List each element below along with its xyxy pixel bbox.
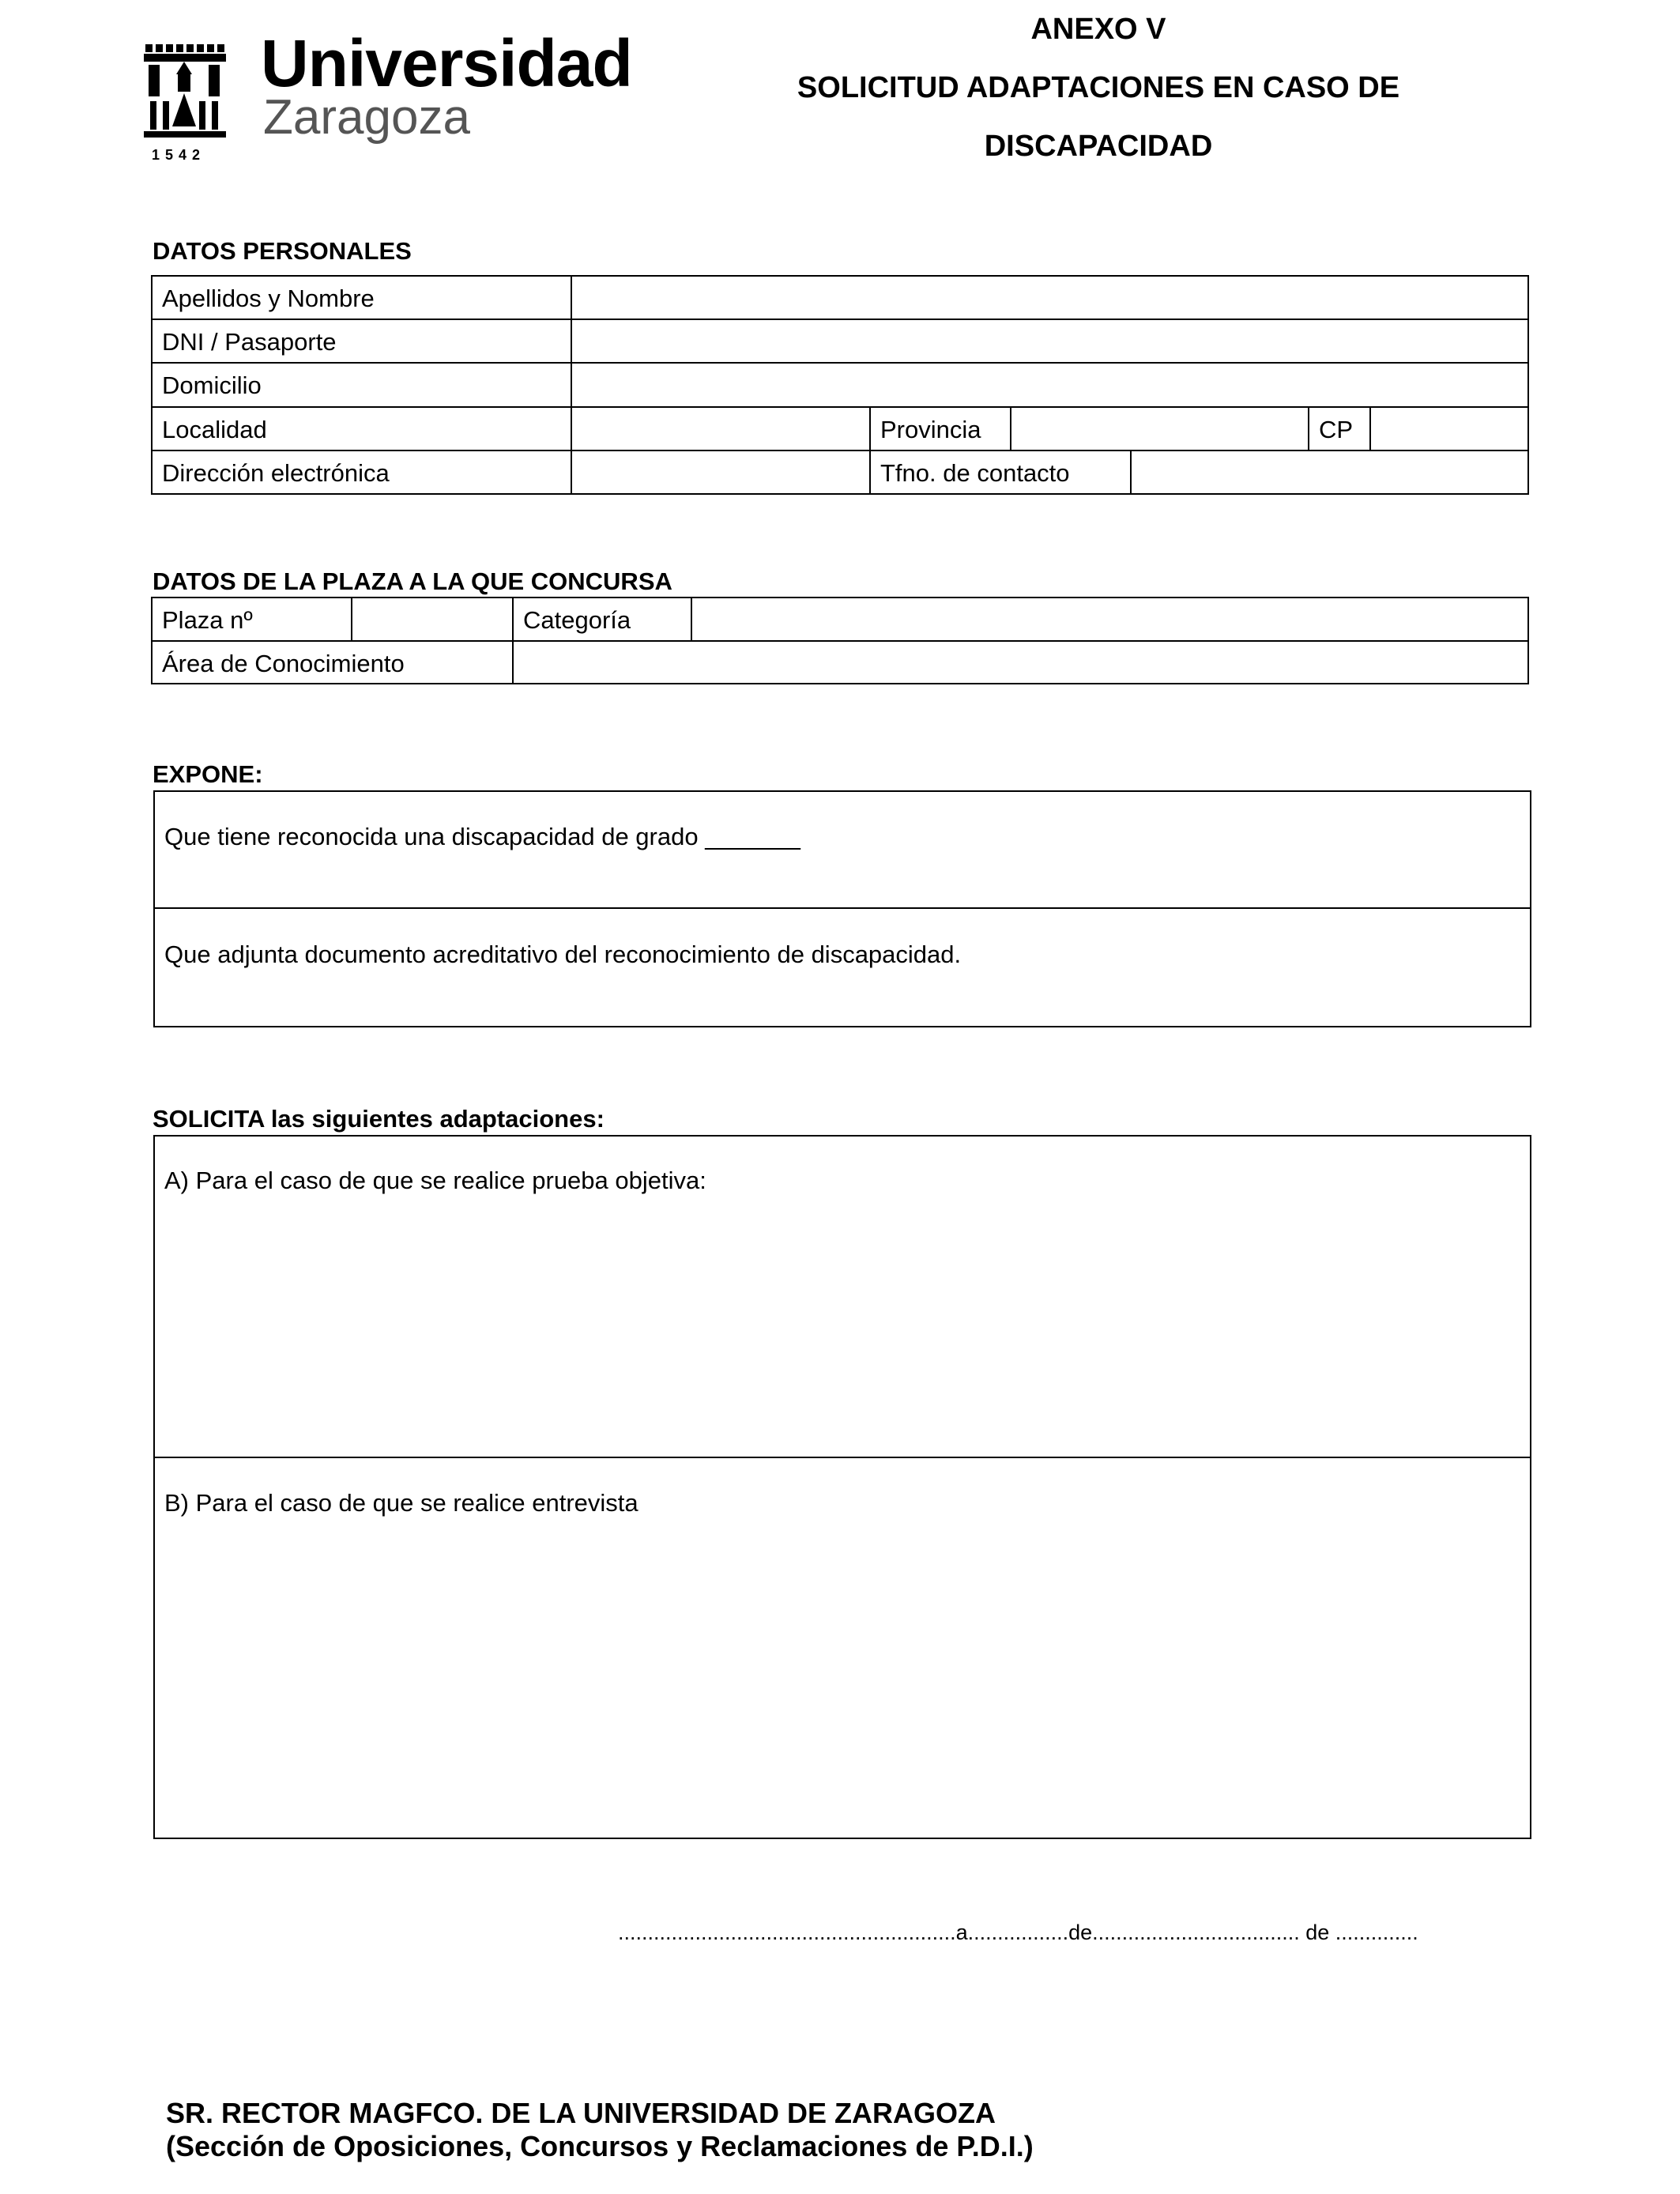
option-b-field[interactable] xyxy=(155,1525,1530,1838)
email-field[interactable] xyxy=(572,451,869,493)
solicita-option-a: A) Para el caso de que se realice prueba objetiva: xyxy=(164,1167,706,1194)
annex-title: ANEXO V xyxy=(1030,13,1166,46)
place-date-line[interactable]: .........................................................a.................de................................... de .............. xyxy=(618,1921,1418,1944)
locality-label: Localidad xyxy=(162,416,267,443)
option-a-field[interactable] xyxy=(155,1201,1530,1454)
addressee-line-2: (Sección de Oposiciones, Concursos y Reclamaciones de P.D.I.) xyxy=(166,2130,1034,2162)
email-label: Dirección electrónica xyxy=(162,459,390,487)
category-label: Categoría xyxy=(523,606,631,634)
logo-university-name: Universidad xyxy=(261,26,632,100)
name-label: Apellidos y Nombre xyxy=(162,285,375,312)
addressee-line-1: SR. RECTOR MAGFCO. DE LA UNIVERSIDAD DE ZARAGOZA xyxy=(166,2097,996,2129)
solicita-option-b: B) Para el caso de que se realice entrevista xyxy=(164,1489,638,1517)
form-title-line-1: SOLICITUD ADAPTACIONES EN CASO DE xyxy=(797,71,1400,104)
expone-disability-degree: Que tiene reconocida una discapacidad de grado _______ xyxy=(164,823,800,850)
cp-field[interactable] xyxy=(1371,408,1527,450)
logo-city-name: Zaragoza xyxy=(263,90,470,145)
personal-data-title: DATOS PERSONALES xyxy=(153,237,412,265)
province-field[interactable] xyxy=(1011,408,1308,450)
phone-label: Tfno. de contacto xyxy=(880,459,1070,487)
area-label: Área de Conocimiento xyxy=(162,650,405,677)
dni-label: DNI / Pasaporte xyxy=(162,328,337,356)
cp-label: CP xyxy=(1319,416,1354,443)
solicita-title: SOLICITA las siguientes adaptaciones: xyxy=(153,1105,605,1133)
address-field[interactable] xyxy=(572,364,1527,406)
university-crest-icon xyxy=(141,38,228,149)
address-label: Domicilio xyxy=(162,371,262,399)
category-field[interactable] xyxy=(692,598,1527,640)
expone-attached-document: Que adjunta documento acreditativo del reconocimiento de discapacidad. xyxy=(164,941,962,968)
form-title-line-2: DISCAPACIDAD xyxy=(984,130,1213,163)
dni-field[interactable] xyxy=(572,320,1527,362)
locality-field[interactable] xyxy=(572,408,869,450)
expone-title: EXPONE: xyxy=(153,760,263,788)
position-data-title: DATOS DE LA PLAZA A LA QUE CONCURSA xyxy=(153,567,672,595)
phone-field[interactable] xyxy=(1132,451,1527,493)
logo-year: 1542 xyxy=(152,147,206,163)
plaza-field[interactable] xyxy=(352,598,512,640)
university-logo xyxy=(141,38,228,164)
area-field[interactable] xyxy=(514,642,1527,683)
plaza-label: Plaza nº xyxy=(162,606,253,634)
name-field[interactable] xyxy=(572,277,1527,319)
province-label: Provincia xyxy=(880,416,981,443)
